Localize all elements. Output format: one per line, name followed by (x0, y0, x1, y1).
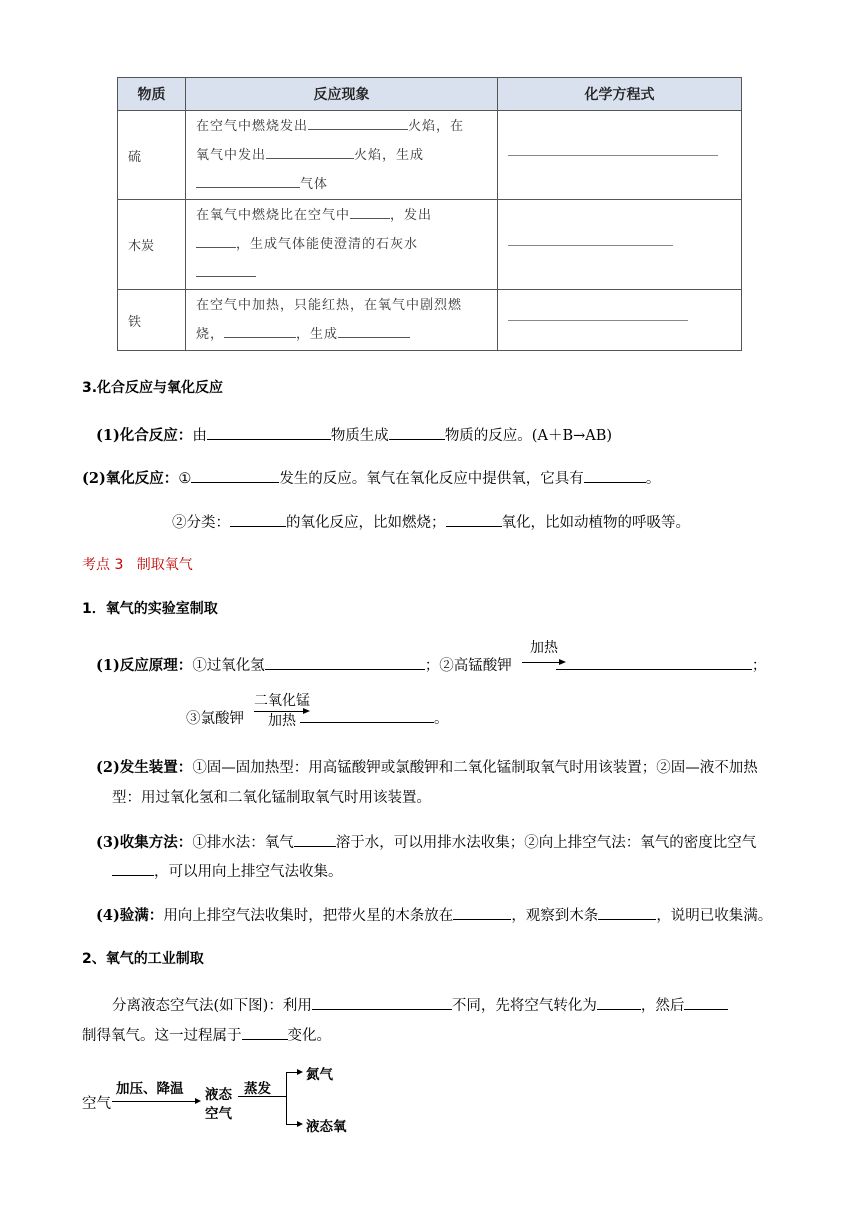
diagram-air: 空气 (82, 1096, 111, 1112)
arrowhead-icon (195, 1098, 201, 1104)
blank[interactable] (242, 1024, 288, 1040)
diagram-arrow-1 (112, 1101, 196, 1102)
blank[interactable] (196, 234, 236, 248)
table-header: 反应现象 (186, 78, 498, 111)
cell-text: ，生成气体能使澄清的石灰水 (236, 237, 419, 252)
paragraph-label: (3)收集方法： (96, 834, 193, 851)
cell-text: 火焰，在 (408, 118, 465, 134)
cell-text: 气体 (300, 176, 329, 192)
substance-cell: 铁 (118, 290, 186, 351)
cell-text: 在氧气中燃烧比在空气中 (196, 208, 351, 223)
text: 溶于水，可以用排水法收集；②向上排空气法：氧气的密度比空气 (335, 835, 757, 851)
paragraph-device-2: 型：用过氧化氢和二氧化锰制取氧气时用该装置。 (112, 790, 431, 806)
equation-blank[interactable] (508, 244, 673, 246)
paragraph-principle-2 (186, 707, 449, 729)
text: ① (178, 471, 192, 487)
paragraph-label: (2)发生装置： (96, 759, 193, 776)
text: 发生的反应。氧气在氧化反应中提供氧，它具有 (279, 471, 584, 487)
substance-cell: 硫 (118, 111, 186, 200)
diagram-output-oxygen: 液态氧 (306, 1119, 347, 1135)
blank[interactable] (230, 511, 286, 527)
blank[interactable] (294, 831, 336, 847)
cell-text: ，发出 (390, 208, 433, 223)
text: 由 (192, 428, 207, 444)
diagram-branch (286, 1072, 287, 1124)
text: 分离液态空气法(如下图)：利用 (112, 998, 312, 1014)
blank[interactable] (338, 324, 410, 338)
text: 。 (645, 471, 661, 487)
cell-text: 在空气中燃烧发出 (196, 118, 309, 134)
blank[interactable] (300, 707, 434, 723)
table-header: 物质 (118, 78, 186, 111)
table-header: 化学方程式 (498, 78, 742, 111)
arrow-condition: 二氧化锰 (254, 693, 310, 709)
text: ①排水法：氧气 (192, 835, 294, 851)
diagram-step1: 加压、降温 (116, 1081, 184, 1097)
phenomenon-cell (186, 200, 498, 290)
cell-text: 烧， (196, 327, 225, 342)
table-row (118, 111, 742, 200)
arrow-condition: 加热 (268, 713, 296, 729)
blank[interactable] (389, 424, 445, 440)
blank[interactable] (598, 904, 656, 920)
paragraph-collect-2 (112, 860, 343, 882)
paragraph-label: (4)验满： (96, 907, 164, 924)
blank[interactable] (556, 654, 752, 670)
blank[interactable] (312, 994, 452, 1010)
text: ①固—固加热型：用高锰酸钾或氯酸钾和二氧化锰制取氧气时用该装置；②固—液不加热 (192, 760, 758, 776)
text: ③氯酸钾 (186, 711, 244, 727)
cell-text: 氧气中发出 (196, 147, 267, 163)
paragraph-industry-2 (82, 1024, 331, 1046)
diagram-step2: 蒸发 (244, 1081, 271, 1097)
diagram-output-nitrogen: 氮气 (306, 1067, 333, 1083)
cell-text: ，生成 (296, 327, 339, 342)
text: 物质的反应。(A＋B→AB) (444, 428, 613, 444)
text: 用向上排空气法收集时，把带火星的木条放在 (163, 908, 454, 924)
section-title: 3.化合反应与氧化反应 (82, 380, 224, 396)
table-header-row (118, 78, 742, 111)
paragraph-label: (1)反应原理： (96, 657, 193, 674)
blank[interactable] (684, 994, 728, 1010)
blank[interactable] (350, 205, 390, 219)
catalyst-arrow (254, 693, 310, 733)
text: 不同，先将空气转化为 (451, 998, 597, 1014)
kaodian-label: 考点 3 (82, 557, 124, 573)
blank[interactable] (265, 654, 425, 670)
blank[interactable] (308, 116, 408, 130)
blank[interactable] (597, 994, 641, 1010)
blank[interactable] (224, 324, 296, 338)
blank[interactable] (112, 860, 154, 876)
blank[interactable] (196, 174, 300, 188)
text: 变化。 (287, 1028, 331, 1044)
equation-cell (498, 290, 742, 351)
table-row (118, 200, 742, 290)
text: ，可以用向上排空气法收集。 (154, 864, 343, 880)
paragraph-label: (1)化合反应： (96, 427, 193, 444)
paragraph-industry (112, 994, 728, 1016)
diagram-arrow-2 (238, 1096, 286, 1097)
cell-text: 火焰，生成 (354, 147, 425, 163)
arrow-condition: 加热 (530, 640, 558, 656)
blank[interactable] (196, 263, 256, 277)
text: ①过氧化氢 (192, 658, 265, 674)
diagram-liquid-air: 液态 (205, 1087, 232, 1103)
equation-blank[interactable] (508, 154, 718, 156)
blank[interactable] (191, 467, 279, 483)
phenomenon-cell (186, 290, 498, 351)
paragraph-check (96, 904, 772, 926)
cell-text: 在空气中加热，只能红热，在氧气中剧烈燃 (196, 298, 463, 313)
text: ，说明已收集满。 (656, 908, 773, 924)
paragraph-label: (2)氧化反应： (82, 470, 179, 487)
paragraph-combination (96, 424, 612, 446)
paragraph-device (96, 758, 758, 778)
table-row (118, 290, 742, 351)
paragraph-classification (172, 511, 690, 533)
phenomenon-cell (186, 111, 498, 200)
paragraph-principle (96, 654, 766, 676)
text: ，观察到木条 (511, 908, 599, 924)
blank[interactable] (207, 424, 331, 440)
equation-cell (498, 200, 742, 290)
text: 制得氧气。这一过程属于 (82, 1028, 242, 1044)
kaodian-title: 制取氧气 (136, 557, 193, 573)
text: 物质生成 (330, 428, 389, 444)
text: 。 (434, 711, 449, 727)
blank[interactable] (584, 467, 646, 483)
substance-cell: 木炭 (118, 200, 186, 290)
equation-blank[interactable] (508, 319, 688, 321)
reaction-table (117, 77, 742, 351)
blank[interactable] (266, 145, 354, 159)
text: ；②高锰酸钾 (424, 658, 512, 674)
arrowhead-icon (297, 1121, 303, 1127)
diagram-liquid-air: 空气 (205, 1106, 232, 1122)
section-title: 2、氧气的工业制取 (82, 951, 204, 967)
arrowhead-icon (297, 1069, 303, 1075)
text: 氧化，比如动植物的呼吸等。 (501, 515, 690, 531)
blank[interactable] (453, 904, 511, 920)
heat-arrow (522, 640, 566, 670)
text: ； (751, 658, 767, 674)
text: 的氧化反应，比如燃烧； (286, 515, 446, 531)
text: ②分类： (172, 515, 230, 531)
paragraph-oxidation (82, 467, 660, 489)
equation-cell (498, 111, 742, 200)
paragraph-collect (96, 831, 756, 853)
section-title: 1．氧气的实验室制取 (82, 601, 218, 617)
kaodian-heading (82, 555, 193, 575)
text: ，然后 (640, 998, 685, 1014)
blank[interactable] (446, 511, 502, 527)
